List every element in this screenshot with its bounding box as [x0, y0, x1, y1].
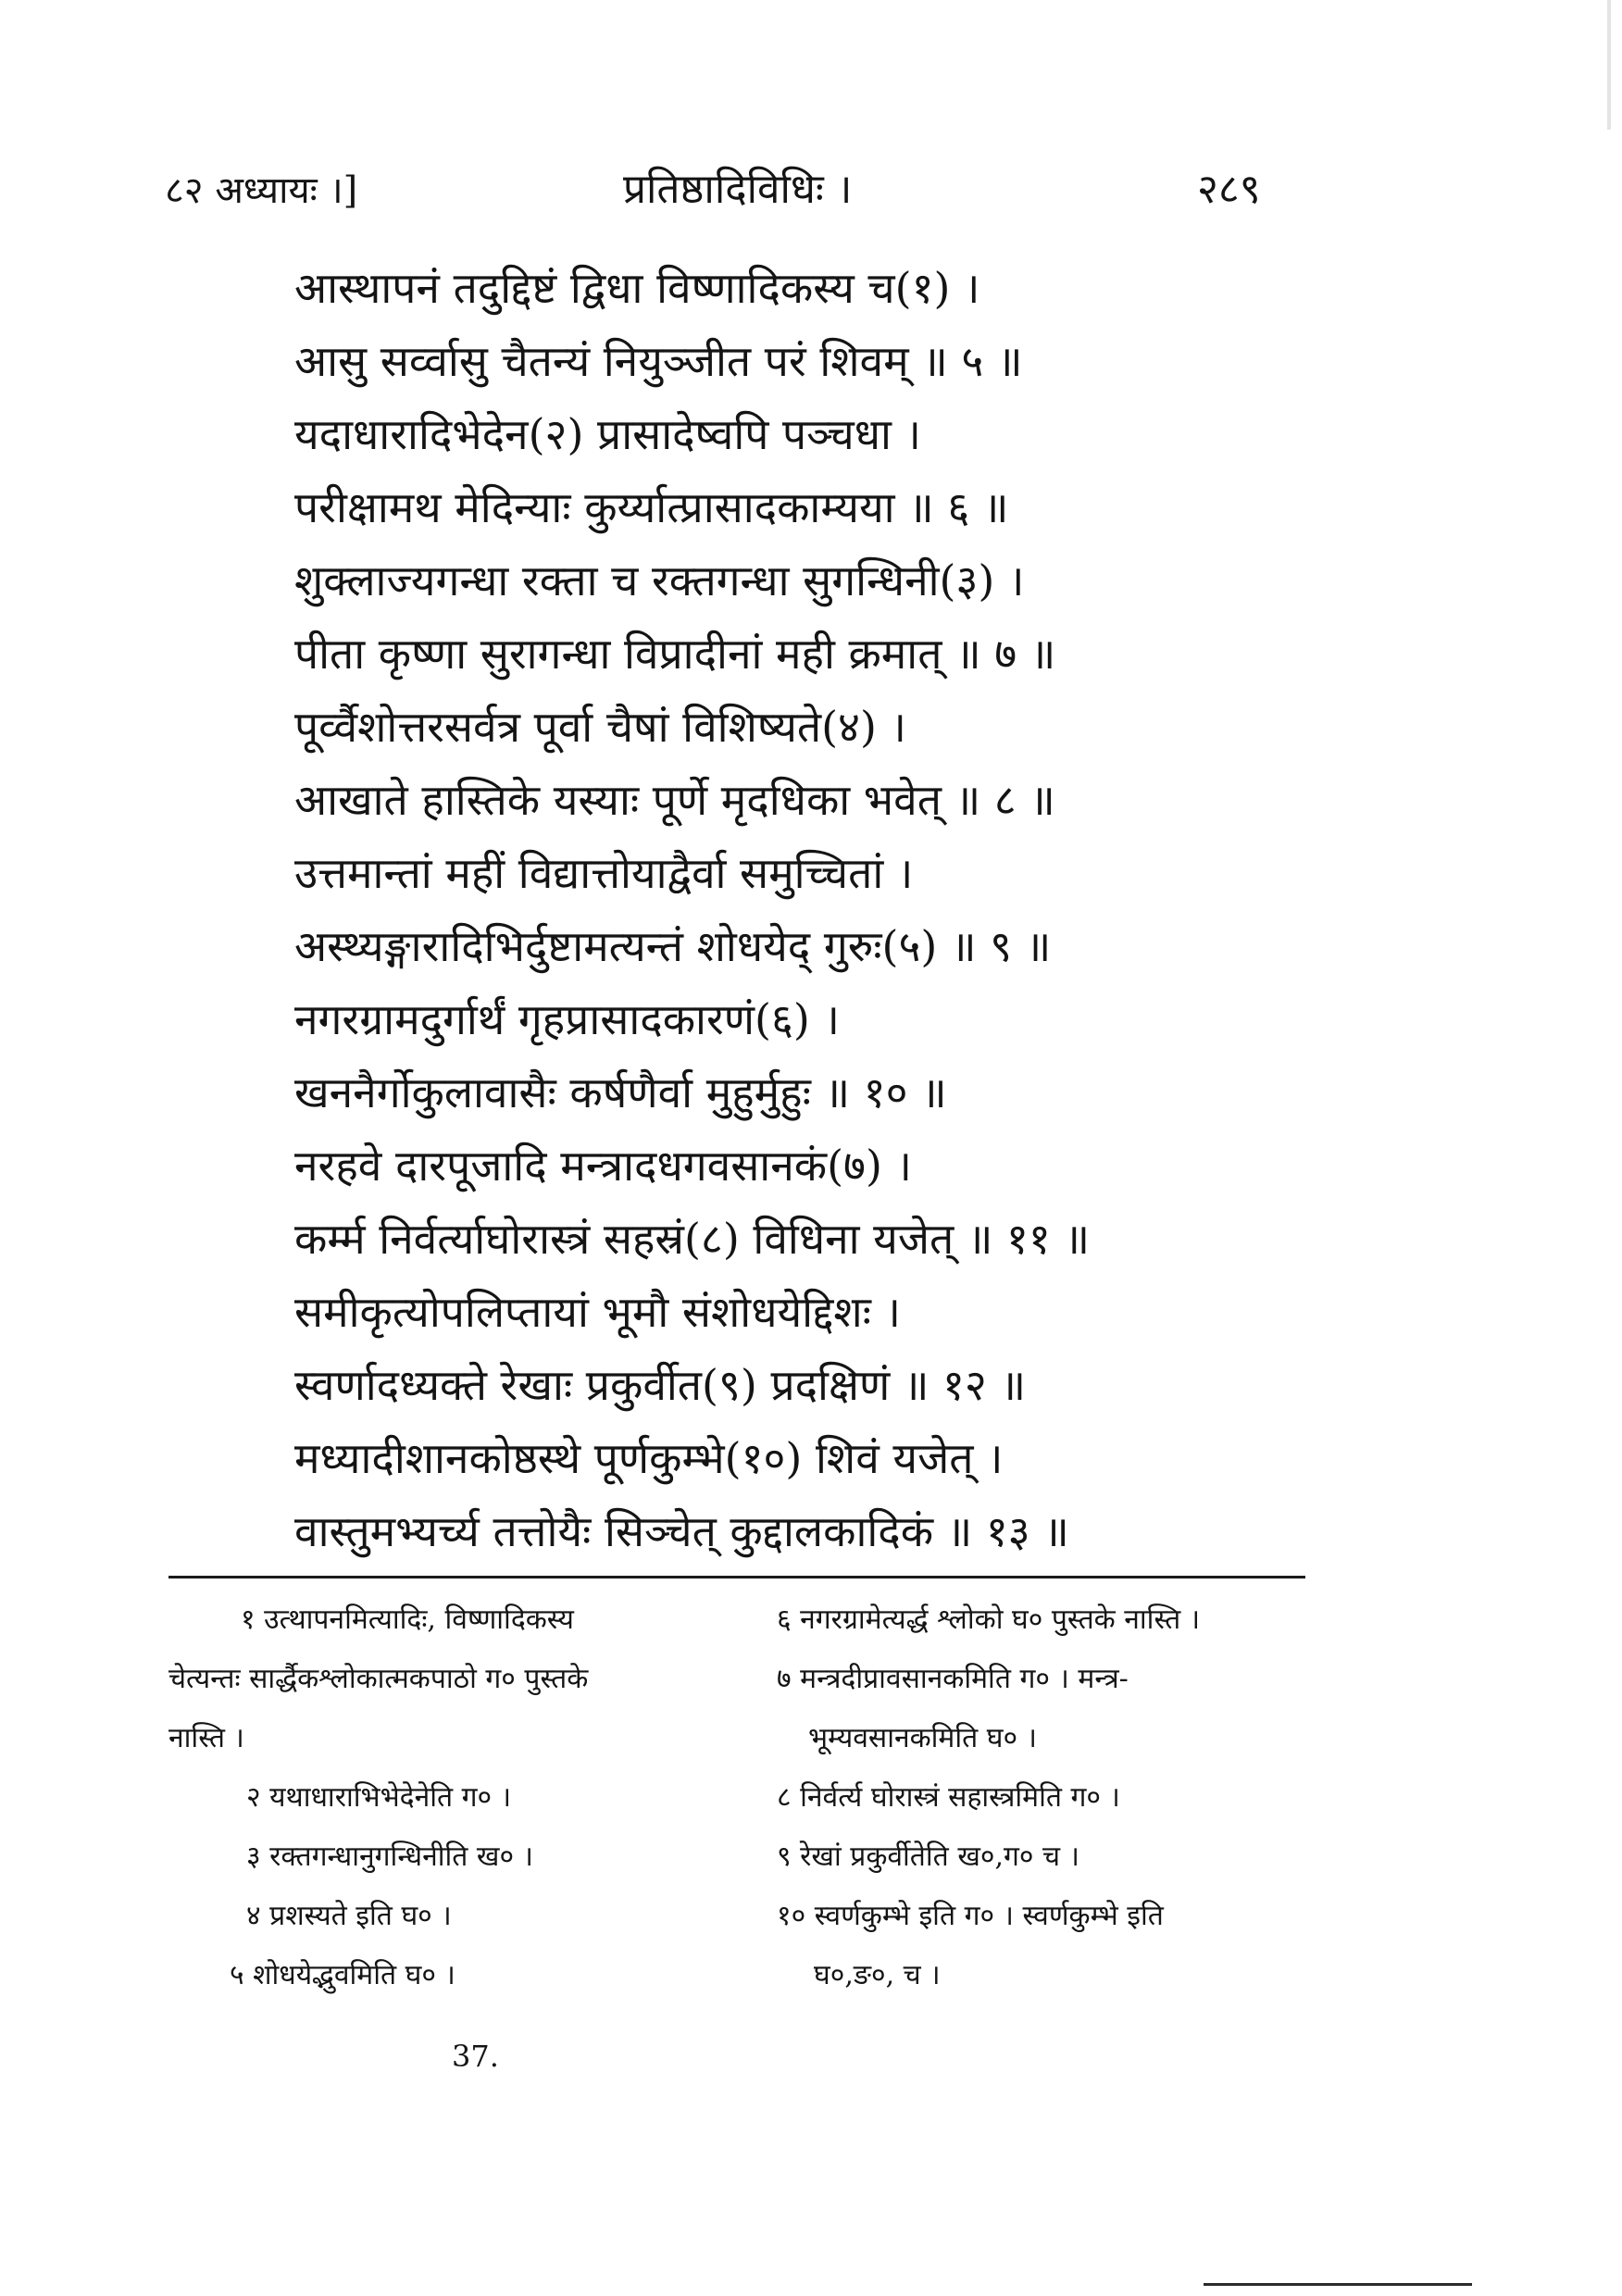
footnote-line: १० स्वर्णकुम्भे इति ग० । स्वर्णकुम्भे इति: [777, 1900, 1164, 1932]
bottom-edge-line: [1204, 2283, 1472, 2286]
footnote-line: २ यथाधाराभिभेदेनेति ग० ।: [246, 1781, 512, 1814]
verse-line: वास्तुमभ्यर्च्य तत्तोयैः सिञ्चेत् कुद्दालकादिकं ॥ १३ ॥: [294, 1506, 1069, 1556]
footnotes-left-column: [168, 1591, 724, 2005]
footnote-line: ९ रेखां प्रकुर्वीतेति ख०,ग० च ।: [777, 1841, 1079, 1873]
chapter-label: ८२ अध्यायः ।]: [165, 169, 358, 212]
scan-edge-mark: [1607, 0, 1611, 130]
verse-line: नरहवे दारपूजादि मन्त्रादधगवसानकं(७) ।: [294, 1141, 912, 1191]
verse-line: आखाते हास्तिके यस्याः पूर्णे मृदधिका भवेत् ॥ ८ ॥: [294, 775, 1055, 825]
footnote-line: ३ रक्तगन्धानुगन्धिनीति ख० ।: [246, 1841, 533, 1873]
footnote-line: ४ प्रशस्यते इति घ० ।: [246, 1900, 452, 1932]
footnote-line: ८ निर्वर्त्य घोरास्त्रं सहास्त्रमिति ग० ।: [777, 1781, 1120, 1814]
verse-line: शुक्लाज्यगन्धा रक्ता च रक्तगन्धा सुगन्धिनी(३) ।: [294, 555, 1025, 605]
footnote-line: ७ मन्त्रदीप्रावसानकमिति ग० । मन्त्र-: [777, 1663, 1129, 1695]
verse-line: समीकृत्योपलिप्तायां भूमौ संशोधयेद्दिशः ।: [294, 1287, 901, 1337]
verse-line: आसु सर्व्वासु चैतन्यं नियुञ्जीत परं शिवम् ॥ ५ ॥: [294, 336, 1023, 386]
verse-line: कर्म्म निर्वर्त्याघोरास्त्रं सहस्रं(८) विधिना यजेत् ॥ ११ ॥: [294, 1214, 1091, 1264]
footnote-line: घ०,ङ०, च ।: [814, 1959, 941, 1991]
running-header: [165, 156, 1313, 220]
verse-line: खननैर्गोकुलावासैः कर्षणैर्वा मुहुर्मुहुः ॥ १० ॥: [294, 1067, 947, 1117]
verse-line: नगरग्रामदुर्गार्थं गृहप्रासादकारणं(६) ।: [294, 994, 840, 1044]
page-number: २८९: [1197, 166, 1261, 213]
verse-line: अस्थ्यङ्गारादिभिर्दुष्टामत्यन्तं शोधयेद् गुरुः(५) ॥ ९ ॥: [294, 921, 1052, 971]
verse-line: परीक्षामथ मेदिन्याः कुर्य्यात्प्रासादकाम्यया ॥ ६ ॥: [294, 482, 1009, 532]
footnote-line: भूम्यवसानकमिति घ० ।: [808, 1722, 1038, 1754]
verse-line: स्वर्णादध्यक्ते रेखाः प्रकुर्वीत(९) प्रदक्षिणं ॥ १२ ॥: [294, 1360, 1027, 1410]
footnote-line: १ उत्थापनमित्यादिः, विष्णादिकस्य: [241, 1603, 574, 1636]
verse-line: आस्थापनं तदुद्दिष्टं द्विधा विष्णादिकस्य च(१) ।: [294, 263, 980, 313]
footnotes-right-column: [736, 1591, 1305, 2005]
verse-line: यदाधारादिभेदेन(२) प्रासादेष्वपि पञ्चधा ।: [294, 409, 921, 459]
running-title: प्रतिष्ठादिविधिः ।: [623, 166, 853, 213]
verse-line: मध्यादीशानकोष्ठस्थे पूर्णकुम्भे(१०) शिवं यजेत् ।: [294, 1433, 1004, 1483]
verse-line: पीता कृष्णा सुरागन्धा विप्रादीनां मही क्रमात् ॥ ७ ॥: [294, 629, 1056, 679]
footnote-line: ६ नगरग्रामेत्यर्द्ध श्लोको घ० पुस्तके नास्ति ।: [777, 1603, 1201, 1636]
footnote-line: चेत्यन्तः सार्द्धैकश्लोकात्मकपाठो ग० पुस्तके: [168, 1663, 589, 1695]
footnote-line: ५ शोधयेद्भुवमिति घ० ।: [230, 1959, 455, 1991]
verse-line: पूर्व्वैशोत्तरसर्वत्र पूर्वा चैषां विशिष्यते(४) ।: [294, 702, 906, 752]
verse-block: [294, 252, 1313, 1568]
signature-mark: 37.: [452, 2039, 499, 2074]
footnote-divider: [168, 1576, 1305, 1578]
verse-line: उत्तमान्तां महीं विद्यात्तोयाद्वैर्वा समुच्चितां ।: [294, 848, 914, 898]
footnote-line: नास्ति ।: [168, 1722, 244, 1754]
